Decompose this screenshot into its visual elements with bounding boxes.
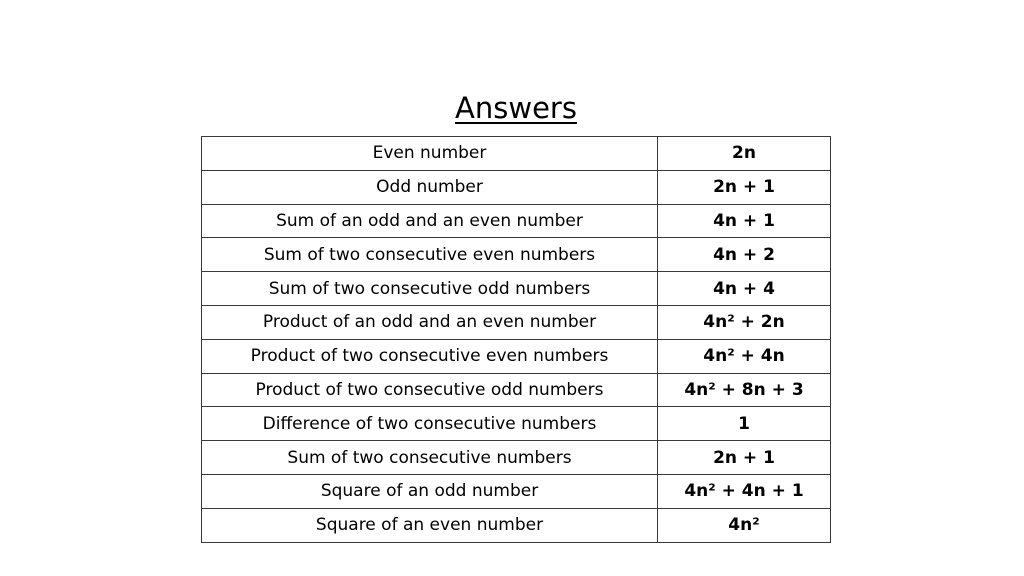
table-row (202, 508, 831, 542)
answer-cell: 4n² + 4n + 1 (658, 474, 831, 508)
table-row (202, 305, 831, 339)
answer-cell: 4n² + 4n (658, 339, 831, 373)
description-cell: Difference of two consecutive numbers (202, 407, 658, 441)
description-cell: Sum of an odd and an even number (202, 204, 658, 238)
page-title: Answers (455, 91, 577, 125)
answers-table (201, 136, 831, 543)
description-cell: Product of two consecutive odd numbers (202, 373, 658, 407)
answer-cell: 4n + 1 (658, 204, 831, 238)
description-cell: Sum of two consecutive numbers (202, 441, 658, 475)
answer-cell: 2n + 1 (658, 170, 831, 204)
table-row (202, 238, 831, 272)
description-cell: Odd number (202, 170, 658, 204)
table-row (202, 170, 831, 204)
description-cell: Sum of two consecutive odd numbers (202, 272, 658, 306)
answer-cell: 4n² + 8n + 3 (658, 373, 831, 407)
table-row (202, 204, 831, 238)
answer-cell: 4n + 4 (658, 272, 831, 306)
table-row (202, 373, 831, 407)
table-row (202, 272, 831, 306)
description-cell: Even number (202, 137, 658, 171)
table-row (202, 137, 831, 171)
table-row (202, 441, 831, 475)
description-cell: Square of an odd number (202, 474, 658, 508)
answer-cell: 4n² (658, 508, 831, 542)
answer-cell: 4n² + 2n (658, 305, 831, 339)
description-cell: Product of two consecutive even numbers (202, 339, 658, 373)
answer-cell: 2n (658, 137, 831, 171)
table-row (202, 474, 831, 508)
answer-cell: 4n + 2 (658, 238, 831, 272)
description-cell: Product of an odd and an even number (202, 305, 658, 339)
table-row (202, 407, 831, 441)
table-row (202, 339, 831, 373)
description-cell: Sum of two consecutive even numbers (202, 238, 658, 272)
answer-cell: 1 (658, 407, 831, 441)
answer-cell: 2n + 1 (658, 441, 831, 475)
description-cell: Square of an even number (202, 508, 658, 542)
